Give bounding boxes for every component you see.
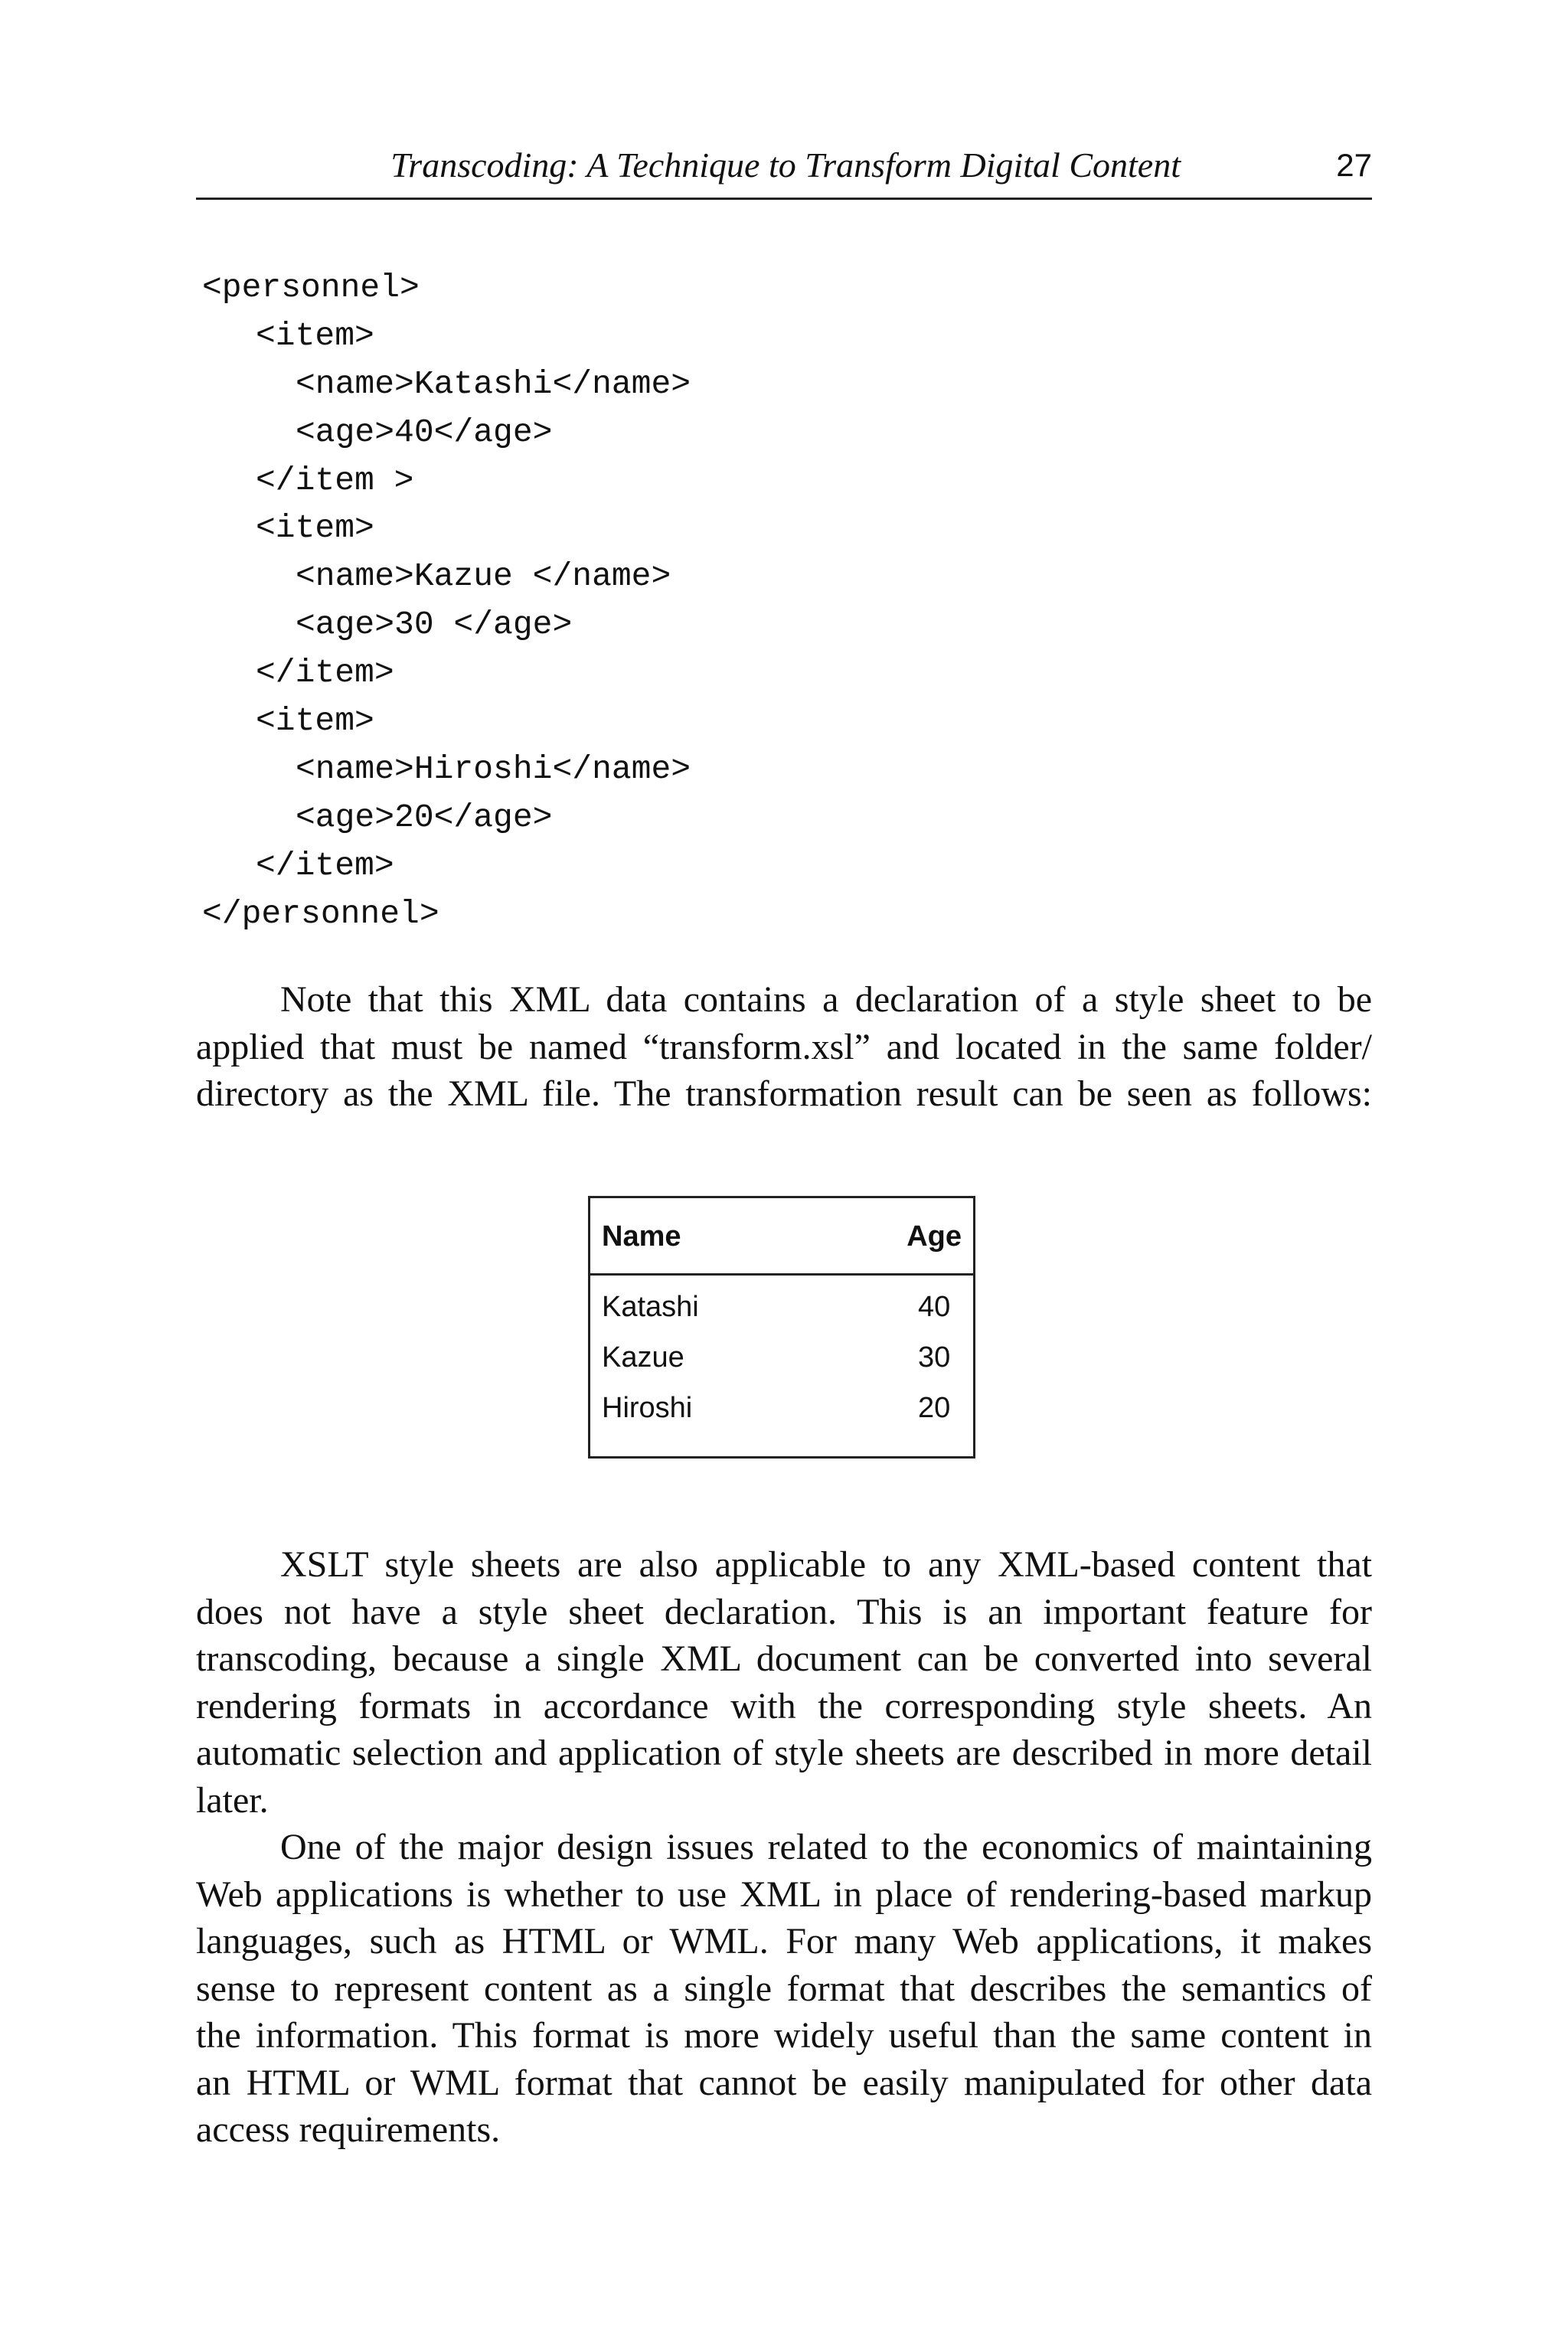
code-line: <personnel> [202, 269, 420, 306]
column-header-name: Name [602, 1220, 681, 1253]
code-line: <name>Kazue </name> [296, 557, 671, 596]
code-line: <name>Hiroshi</name> [296, 750, 691, 788]
paragraph-line: access requirements. [196, 2109, 501, 2150]
column-header-age: Age [906, 1220, 962, 1253]
paragraph-line: does not have a style sheet declaration. This is an important feature for [196, 1591, 1372, 1632]
code-line: <item> [256, 509, 374, 547]
paragraph-line: directory as the XML file. The transformation result can be seen as follows: [196, 1073, 1372, 1114]
xml-code-block [202, 264, 691, 938]
paragraph-line: rendering formats in accordance with the corresponding style sheets. An [196, 1685, 1372, 1726]
running-header [196, 144, 1372, 200]
code-line: <age>20</age> [296, 798, 553, 836]
paragraph-line: Note that this XML data contains a declaration of a style sheet to be [280, 979, 1372, 1020]
paragraph-line: One of the major design issues related to the economics of maintaining [280, 1827, 1372, 1867]
paragraph-line: the information. This format is more widely useful than the same content in [196, 2015, 1372, 2056]
paragraph-line: automatic selection and application of style sheets are described in more detail [196, 1733, 1372, 1773]
cell-age: 30 [918, 1341, 951, 1374]
paragraph-line: applied that must be named “transform.xsl” and located in the same folder/ [196, 1026, 1372, 1067]
paragraph-design-issues [196, 1824, 1372, 2154]
table-header-row [590, 1198, 973, 1276]
paragraph-line: an HTML or WML format that cannot be easily manipulated for other data [196, 2062, 1372, 2103]
table-row [590, 1382, 973, 1432]
code-line: </item> [256, 654, 394, 692]
table-row [590, 1281, 973, 1331]
paragraph-line: transcoding, because a single XML document can be converted into several [196, 1638, 1372, 1679]
code-line: </personnel> [202, 894, 439, 933]
cell-name: Hiroshi [602, 1392, 693, 1424]
code-line: <item> [256, 316, 374, 354]
paragraph-xslt-applicability [196, 1541, 1372, 1824]
page-number: 27 [1336, 147, 1372, 183]
code-line: <age>30 </age> [296, 606, 573, 644]
code-line: <age>40</age> [296, 413, 553, 451]
code-line: </item > [256, 461, 414, 499]
code-line: <item> [256, 702, 374, 740]
code-line: </item> [256, 846, 394, 884]
paragraph-style-sheet-note [196, 976, 1372, 1118]
table-row [590, 1331, 973, 1382]
code-line: <name>Katashi</name> [296, 364, 691, 403]
paragraph-line: Web applications is whether to use XML in place of rendering-based markup [196, 1873, 1372, 1915]
paragraph-line: later. [196, 1779, 269, 1821]
paragraph-line: XSLT style sheets are also applicable to any XML-based content that [280, 1544, 1372, 1585]
cell-age: 40 [918, 1291, 951, 1323]
cell-name: Kazue [602, 1341, 684, 1374]
paragraph-line: sense to represent content as a single format that describes the semantics of [196, 1968, 1372, 2009]
running-title: Transcoding: A Technique to Transform Digital Content [390, 145, 1181, 185]
transformation-result-table [588, 1196, 975, 1459]
paragraph-line: languages, such as HTML or WML. For many Web applications, it makes [196, 1921, 1372, 1962]
cell-age: 20 [918, 1392, 951, 1424]
cell-name: Katashi [602, 1291, 699, 1323]
